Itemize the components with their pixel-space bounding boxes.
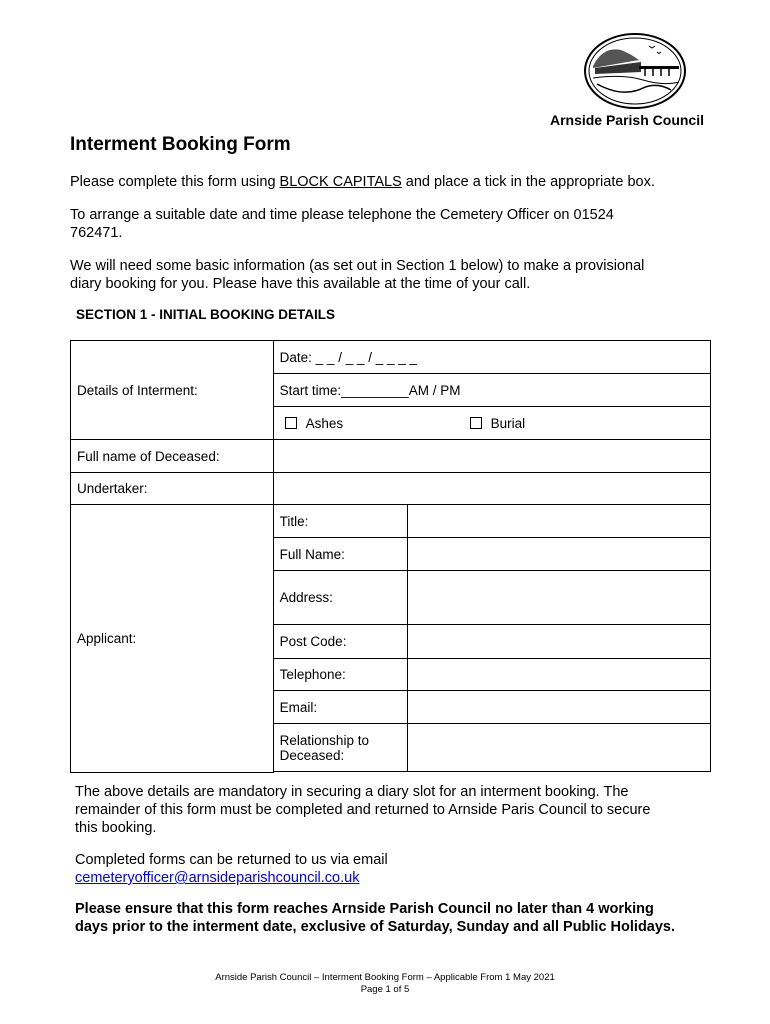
relationship-label-line: Relationship to [279,732,369,748]
intro-line: We will need some basic information (as set out in Section 1 below) to make a provisional [70,258,645,274]
page-title: Interment Booking Form [70,134,291,155]
intro-line: 762471. [70,225,123,241]
applicant-title-input[interactable] [407,505,710,538]
date-field[interactable] [273,341,710,374]
closing-paragraph-1 [75,783,715,837]
page-footer [0,972,770,996]
applicant-telephone-label-cell [273,659,407,691]
burial-option[interactable] [470,416,526,431]
applicant-postcode-input[interactable] [407,625,710,659]
details-label-cell [71,341,274,440]
section-heading: SECTION 1 - INITIAL BOOKING DETAILS [76,307,336,322]
applicant-address-label-cell [273,571,407,625]
closing-line: this booking. [75,820,157,836]
applicant-email-label: Email: [279,699,318,715]
start-time-field[interactable] [273,374,710,407]
undertaker-input[interactable] [273,473,710,505]
applicant-label: Applicant: [77,631,137,646]
deceased-label-cell [71,440,274,473]
council-logo [583,32,687,110]
applicant-telephone-label: Telephone: [279,667,346,682]
applicant-relationship-input[interactable] [407,724,710,772]
applicant-email-input[interactable] [407,691,710,724]
burial-label: Burial [490,415,526,431]
deceased-label: Full name of Deceased: [77,448,220,464]
applicant-title-label: Title: [279,513,309,529]
intro-paragraph-2 [70,206,710,242]
applicant-name-input[interactable] [407,538,710,571]
date-label: Date: _ _ / _ _ / _ _ _ _ [279,349,417,365]
intro-line: diary booking for you. Please have this available at the time of your call. [70,276,531,292]
council-name: Arnside Parish Council [549,112,704,128]
intro-line: To arrange a suitable date and time please telephone the Cemetery Officer on 01524 [70,207,614,223]
applicant-address-label: Address: [279,590,333,605]
closing-line: Completed forms can be returned to us via email [75,852,388,868]
notice-line: Please ensure that this form reaches Arnside Parish Council no later than 4 working [75,901,654,917]
intro-paragraph-3 [70,257,710,293]
undertaker-label-cell [71,473,274,505]
table-spacer [273,772,710,773]
ashes-label: Ashes [305,415,344,431]
block-capitals-text: BLOCK CAPITALS [279,174,402,190]
relationship-label-line: Deceased: [279,747,345,763]
intro-text: Please complete this form using [70,174,280,190]
interment-type-row [273,407,710,440]
cemetery-officer-email-link[interactable]: cemeteryofficer@arnsideparishcouncil.co.uk [75,870,360,886]
closing-paragraph-2 [75,851,715,887]
intro-paragraph-1 [70,173,710,191]
burial-checkbox[interactable] [470,417,482,429]
applicant-title-label-cell [273,505,407,538]
applicant-address-input[interactable] [407,571,710,625]
deadline-notice [75,900,735,936]
ashes-checkbox[interactable] [285,417,297,429]
applicant-label-cell [71,505,274,773]
applicant-name-label-cell [273,538,407,571]
applicant-name-label: Full Name: [279,546,345,562]
applicant-postcode-label: Post Code: [279,634,347,649]
footer-text: Arnside Parish Council – Interment Booking Form – Applicable From 1 May 2021 [215,972,555,983]
start-time-label: Start time:_________AM / PM [279,382,461,398]
closing-line: remainder of this form must be completed and returned to Arnside Paris Council to secure [75,802,651,818]
ashes-option[interactable] [280,416,470,431]
applicant-telephone-input[interactable] [407,659,710,691]
details-label: Details of Interment: [77,382,198,398]
applicant-relationship-label-cell [273,724,407,772]
applicant-postcode-label-cell [273,625,407,659]
intro-text: and place a tick in the appropriate box. [401,174,655,190]
applicant-email-label-cell [273,691,407,724]
booking-table [70,340,711,773]
page-number: Page 1 of 5 [360,984,410,995]
undertaker-label: Undertaker: [77,481,148,496]
notice-line: days prior to the interment date, exclusive of Saturday, Sunday and all Public Holidays. [75,919,676,935]
deceased-input[interactable] [273,440,710,473]
closing-line: The above details are mandatory in securing a diary slot for an interment booking. The [75,784,629,800]
